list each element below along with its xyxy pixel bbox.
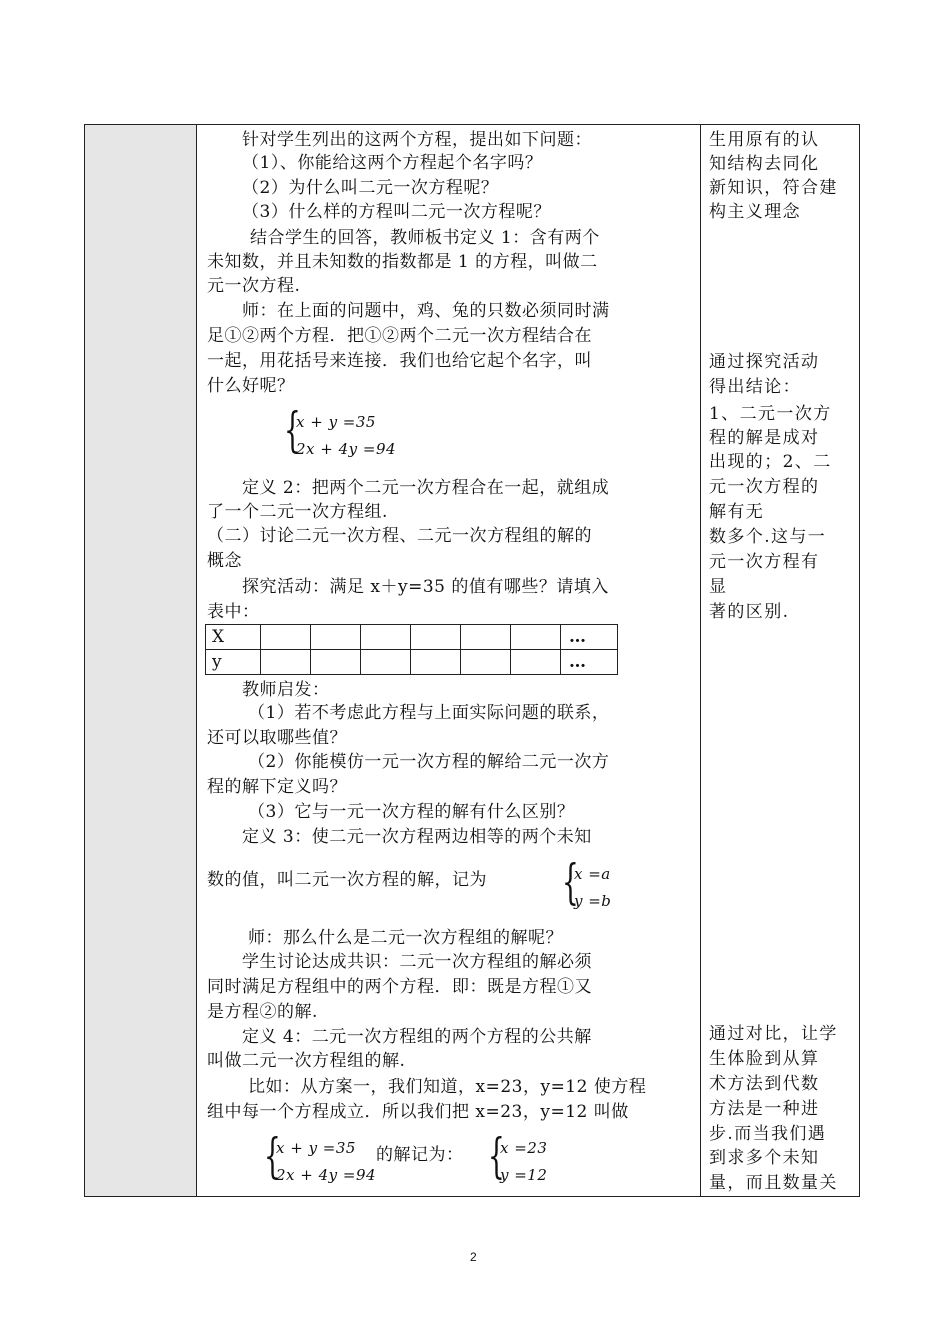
body-line: 叫做二元一次方程组的解. [207,1051,406,1071]
body-line: 定义 4：二元一次方程组的两个方程的公共解 [242,1027,592,1047]
right-note-line: 通过探究活动 [709,352,820,372]
body-line: 了一个二元一次方程组. [207,502,388,522]
body-line: （2）为什么叫二元一次方程呢？ [242,178,499,198]
body-line: 比如：从方案一，我们知道，x=23，y=12 使方程 [248,1077,647,1097]
table-cell[interactable] [361,650,411,675]
body-line: 师：那么什么是二元一次方程组的解呢？ [248,928,563,948]
body-line: 定义 2：把两个二元一次方程合在一起，就组成 [242,478,610,498]
body-line: 表中： [207,602,260,622]
body-line: （1）、你能给这两个方程起个名字吗？ [242,153,543,173]
body-line: 足①②两个方程．把①②两个二元一次方程结合在 [207,326,592,346]
solution-x: x =23 [500,1139,548,1157]
body-line: （1）若不考虑此方程与上面实际问题的联系， [248,703,610,723]
right-note-line: 术方法到代数 [709,1074,820,1094]
right-note-line: 生用原有的认 [709,130,820,150]
body-line: 同时满足方程组中的两个方程．即：既是方程①又 [207,977,592,997]
xy-value-table [205,624,618,675]
solution-y: y =12 [500,1166,548,1184]
table-row [206,625,618,650]
table-cell[interactable] [511,650,561,675]
table-cell[interactable] [361,625,411,650]
system-brace: { [284,402,301,458]
right-column-cell [700,125,860,1196]
left-column-cell [85,125,197,1196]
system-brace: { [264,1128,281,1184]
solution-x: x =a [574,865,611,883]
body-line: （二）讨论二元一次方程、二元一次方程组的解的 [207,526,592,546]
table-cell[interactable] [411,625,461,650]
body-line: 未知数，并且未知数的指数都是 1 的方程，叫做二 [207,252,598,272]
body-line: 定义 3：使二元一次方程两边相等的两个未知 [242,827,592,847]
ellipsis-cell: … [561,625,618,650]
body-line: 教师启发： [242,680,330,700]
body-line: 程的解下定义吗？ [207,777,347,797]
right-note-line: 1、二元一次方 [709,404,832,424]
ellipsis-cell: … [561,650,618,675]
table-cell[interactable] [261,650,311,675]
solution-brace: { [562,854,579,910]
equation-1: x + y =35 [296,413,376,431]
body-line: 是方程②的解. [207,1002,318,1022]
body-line: 针对学生列出的这两个方程，提出如下问题： [242,130,592,150]
body-line: 的解记为： [376,1145,464,1165]
right-note-line: 显 [709,577,728,597]
body-line: 数的值，叫二元一次方程的解，记为 [207,870,487,890]
body-line: 概念 [207,551,242,571]
table-cell[interactable] [261,625,311,650]
body-line: 结合学生的回答，教师板书定义 1：含有两个 [250,228,600,248]
table-cell[interactable] [311,650,361,675]
body-line: 元一次方程. [207,276,301,296]
right-note-line: 通过对比，让学 [709,1024,838,1044]
right-note-line: 元一次方程的 [709,477,820,497]
right-note-line: 生体脸到从算 [709,1049,820,1069]
solution-y: y =b [574,892,612,910]
right-note-line: 元一次方程有 [709,552,820,572]
right-note-line: 得出结论： [709,377,801,397]
right-note-line: 量，而且数量关 [709,1173,838,1193]
table-cell[interactable] [511,625,561,650]
solution-brace: { [488,1128,505,1184]
body-line: （3）什么样的方程叫二元一次方程呢？ [242,202,551,222]
table-cell[interactable] [411,650,461,675]
right-note-line: 方法是一种进 [709,1099,820,1119]
right-note-line: 出现的；2、二 [709,452,832,472]
right-note-line: 著的区别. [709,602,790,622]
body-line: 组中每一个方程成立．所以我们把 x=23，y=12 叫做 [207,1102,629,1122]
right-note-line: 到求多个未知 [709,1148,820,1168]
right-note-line: 知结构去同化 [709,154,820,174]
body-line: （3）它与一元一次方程的解有什么区别？ [248,802,575,822]
right-note-line: 步.而当我们遇 [709,1124,827,1144]
table-row [206,650,618,675]
body-line: 学生讨论达成共识：二元一次方程组的解必须 [242,952,592,972]
table-cell[interactable] [311,625,361,650]
body-line: 探究活动：满足 x＋y=35 的值有哪些？请填入 [242,577,609,597]
row-header-y: y [206,650,261,675]
right-note-line: 解有无 [709,502,765,522]
right-note-line: 构主义理念 [709,202,801,222]
equation-2: 2x + 4y =94 [296,440,397,458]
page-number: 2 [470,1250,477,1264]
equation-2: 2x + 4y =94 [276,1166,377,1184]
row-header-x: X [206,625,261,650]
right-note-line: 程的解是成对 [709,428,820,448]
body-line: （2）你能模仿一元一次方程的解给二元一次方 [248,752,610,772]
equation-1: x + y =35 [276,1139,356,1157]
table-cell[interactable] [461,650,511,675]
body-line: 师：在上面的问题中，鸡、兔的只数必须同时满 [242,301,610,321]
body-line: 一起，用花括号来连接．我们也给它起个名字，叫 [207,351,592,371]
table-cell[interactable] [461,625,511,650]
right-note-line: 新知识，符合建 [709,178,838,198]
body-line: 还可以取哪些值？ [207,728,347,748]
right-note-line: 数多个.这与一 [709,527,827,547]
body-line: 什么好呢？ [207,376,295,396]
